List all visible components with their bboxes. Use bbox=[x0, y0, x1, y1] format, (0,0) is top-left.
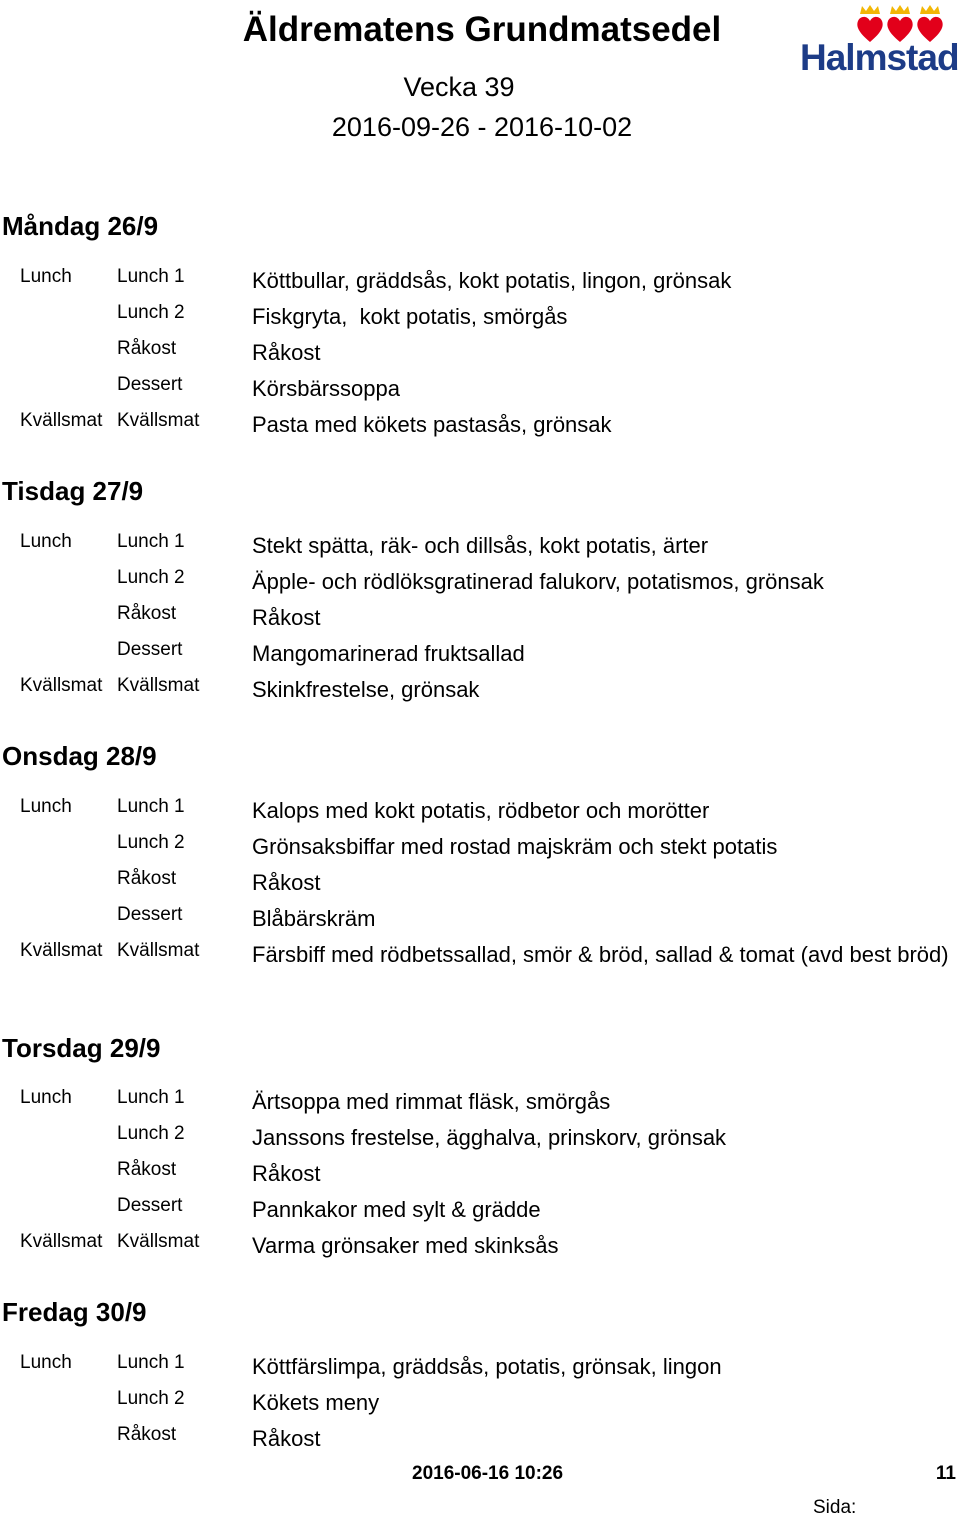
page-number: 11 bbox=[935, 1463, 956, 1484]
meal-type: Lunch bbox=[20, 266, 72, 287]
day-title: Måndag 26/9 bbox=[2, 211, 159, 241]
halmstad-logo bbox=[800, 4, 960, 80]
menu-row bbox=[0, 338, 960, 374]
day-title: Torsdag 29/9 bbox=[2, 1033, 161, 1063]
menu-row bbox=[0, 1123, 960, 1159]
meal-subtype: Dessert bbox=[117, 374, 183, 395]
menu-row bbox=[0, 1388, 960, 1424]
meal-type: Kvällsmat bbox=[20, 410, 103, 431]
dish-text: Köttfärslimpa, gräddsås, potatis, grönsak, lingon bbox=[252, 1354, 722, 1379]
page-label: Sida: bbox=[813, 1497, 857, 1518]
dish-text: Blåbärskräm bbox=[252, 906, 376, 931]
menu-row bbox=[0, 1087, 960, 1123]
dish-text: Kalops med kokt potatis, rödbetor och morötter bbox=[252, 798, 710, 823]
meal-subtype: Lunch 1 bbox=[117, 1352, 185, 1373]
dish-text: Pannkakor med sylt & grädde bbox=[252, 1197, 541, 1222]
day-title: Tisdag 27/9 bbox=[2, 476, 144, 506]
date-range: 2016-09-26 - 2016-10-02 bbox=[331, 112, 633, 142]
dish-text: Körsbärssoppa bbox=[252, 376, 400, 401]
dish-text: Äpple- och rödlöksgratinerad falukorv, potatismos, grönsak bbox=[252, 569, 824, 594]
footer-timestamp: 2016-06-16 10:26 bbox=[412, 1463, 564, 1484]
meal-subtype: Dessert bbox=[117, 639, 183, 660]
menu-row bbox=[0, 940, 960, 1000]
week-number: Vecka 39 bbox=[403, 72, 515, 102]
dish-text: Köttbullar, gräddsås, kokt potatis, lingon, grönsak bbox=[252, 268, 732, 293]
dish-text: Fiskgryta, kokt potatis, smörgås bbox=[252, 304, 568, 329]
menu-row bbox=[0, 904, 960, 940]
dish-text: Pasta med kökets pastasås, grönsak bbox=[252, 412, 612, 437]
menu-row bbox=[0, 410, 960, 446]
dish-text: Färsbiff med rödbetssallad, smör & bröd, sallad & tomat (avd best bröd) bbox=[252, 942, 949, 967]
logo-text: Halmstad bbox=[800, 37, 959, 78]
dish-text: Stekt spätta, räk- och dillsås, kokt potatis, ärter bbox=[252, 533, 709, 558]
menu-row bbox=[0, 1159, 960, 1195]
menu-row bbox=[0, 639, 960, 675]
dish-text: Ärtsoppa med rimmat fläsk, smörgås bbox=[252, 1089, 611, 1114]
menu-row bbox=[0, 374, 960, 410]
meal-type: Kvällsmat bbox=[20, 940, 103, 961]
dish-text: Råkost bbox=[252, 1161, 321, 1186]
meal-subtype: Lunch 2 bbox=[117, 832, 185, 853]
meal-type: Kvällsmat bbox=[20, 1231, 103, 1252]
menu-row bbox=[0, 1195, 960, 1231]
menu-row bbox=[0, 531, 960, 567]
meal-subtype: Kvällsmat bbox=[117, 410, 200, 431]
menu-row bbox=[0, 868, 960, 904]
page-title: Äldrematens Grundmatsedel bbox=[242, 10, 722, 49]
menu-row bbox=[0, 1424, 960, 1460]
meal-subtype: Råkost bbox=[117, 868, 177, 889]
menu-row bbox=[0, 1231, 960, 1267]
dish-text: Råkost bbox=[252, 340, 321, 365]
meal-subtype: Kvällsmat bbox=[117, 940, 200, 961]
dish-text: Grönsaksbiffar med rostad majskräm och stekt potatis bbox=[252, 834, 778, 859]
meal-subtype: Råkost bbox=[117, 338, 177, 359]
meal-subtype: Dessert bbox=[117, 1195, 183, 1216]
meal-subtype: Råkost bbox=[117, 603, 177, 624]
dish-text: Mangomarinerad fruktsallad bbox=[252, 641, 525, 666]
meal-subtype: Lunch 1 bbox=[117, 796, 185, 817]
dish-text: Janssons frestelse, ägghalva, prinskorv, grönsak bbox=[252, 1125, 727, 1150]
meal-type: Lunch bbox=[20, 796, 72, 817]
day-title: Fredag 30/9 bbox=[2, 1297, 147, 1327]
meal-subtype: Lunch 1 bbox=[117, 266, 185, 287]
dish-text: Råkost bbox=[252, 870, 321, 895]
menu-row bbox=[0, 796, 960, 832]
meal-subtype: Lunch 2 bbox=[117, 1123, 185, 1144]
meal-subtype: Lunch 2 bbox=[117, 1388, 185, 1409]
dish-text: Råkost bbox=[252, 1426, 321, 1451]
meal-subtype: Råkost bbox=[117, 1159, 177, 1180]
day-title: Onsdag 28/9 bbox=[2, 741, 157, 771]
meal-subtype: Råkost bbox=[117, 1424, 177, 1445]
meal-subtype: Dessert bbox=[117, 904, 183, 925]
meal-subtype: Lunch 2 bbox=[117, 302, 185, 323]
meal-subtype: Lunch 1 bbox=[117, 1087, 185, 1108]
meal-subtype: Lunch 2 bbox=[117, 567, 185, 588]
menu-row bbox=[0, 1352, 960, 1388]
dish-text: Varma grönsaker med skinksås bbox=[252, 1233, 559, 1258]
meal-type: Kvällsmat bbox=[20, 675, 103, 696]
menu-row bbox=[0, 302, 960, 338]
menu-row bbox=[0, 567, 960, 603]
meal-subtype: Lunch 1 bbox=[117, 531, 185, 552]
menu-row bbox=[0, 675, 960, 711]
meal-subtype: Kvällsmat bbox=[117, 675, 200, 696]
meal-type: Lunch bbox=[20, 1352, 72, 1373]
meal-type: Lunch bbox=[20, 531, 72, 552]
dish-text: Råkost bbox=[252, 605, 321, 630]
menu-row bbox=[0, 266, 960, 302]
menu-row bbox=[0, 603, 960, 639]
meal-subtype: Kvällsmat bbox=[117, 1231, 200, 1252]
dish-text: Kökets meny bbox=[252, 1390, 380, 1415]
dish-text: Skinkfrestelse, grönsak bbox=[252, 677, 480, 702]
menu-row bbox=[0, 832, 960, 868]
meal-type: Lunch bbox=[20, 1087, 72, 1108]
